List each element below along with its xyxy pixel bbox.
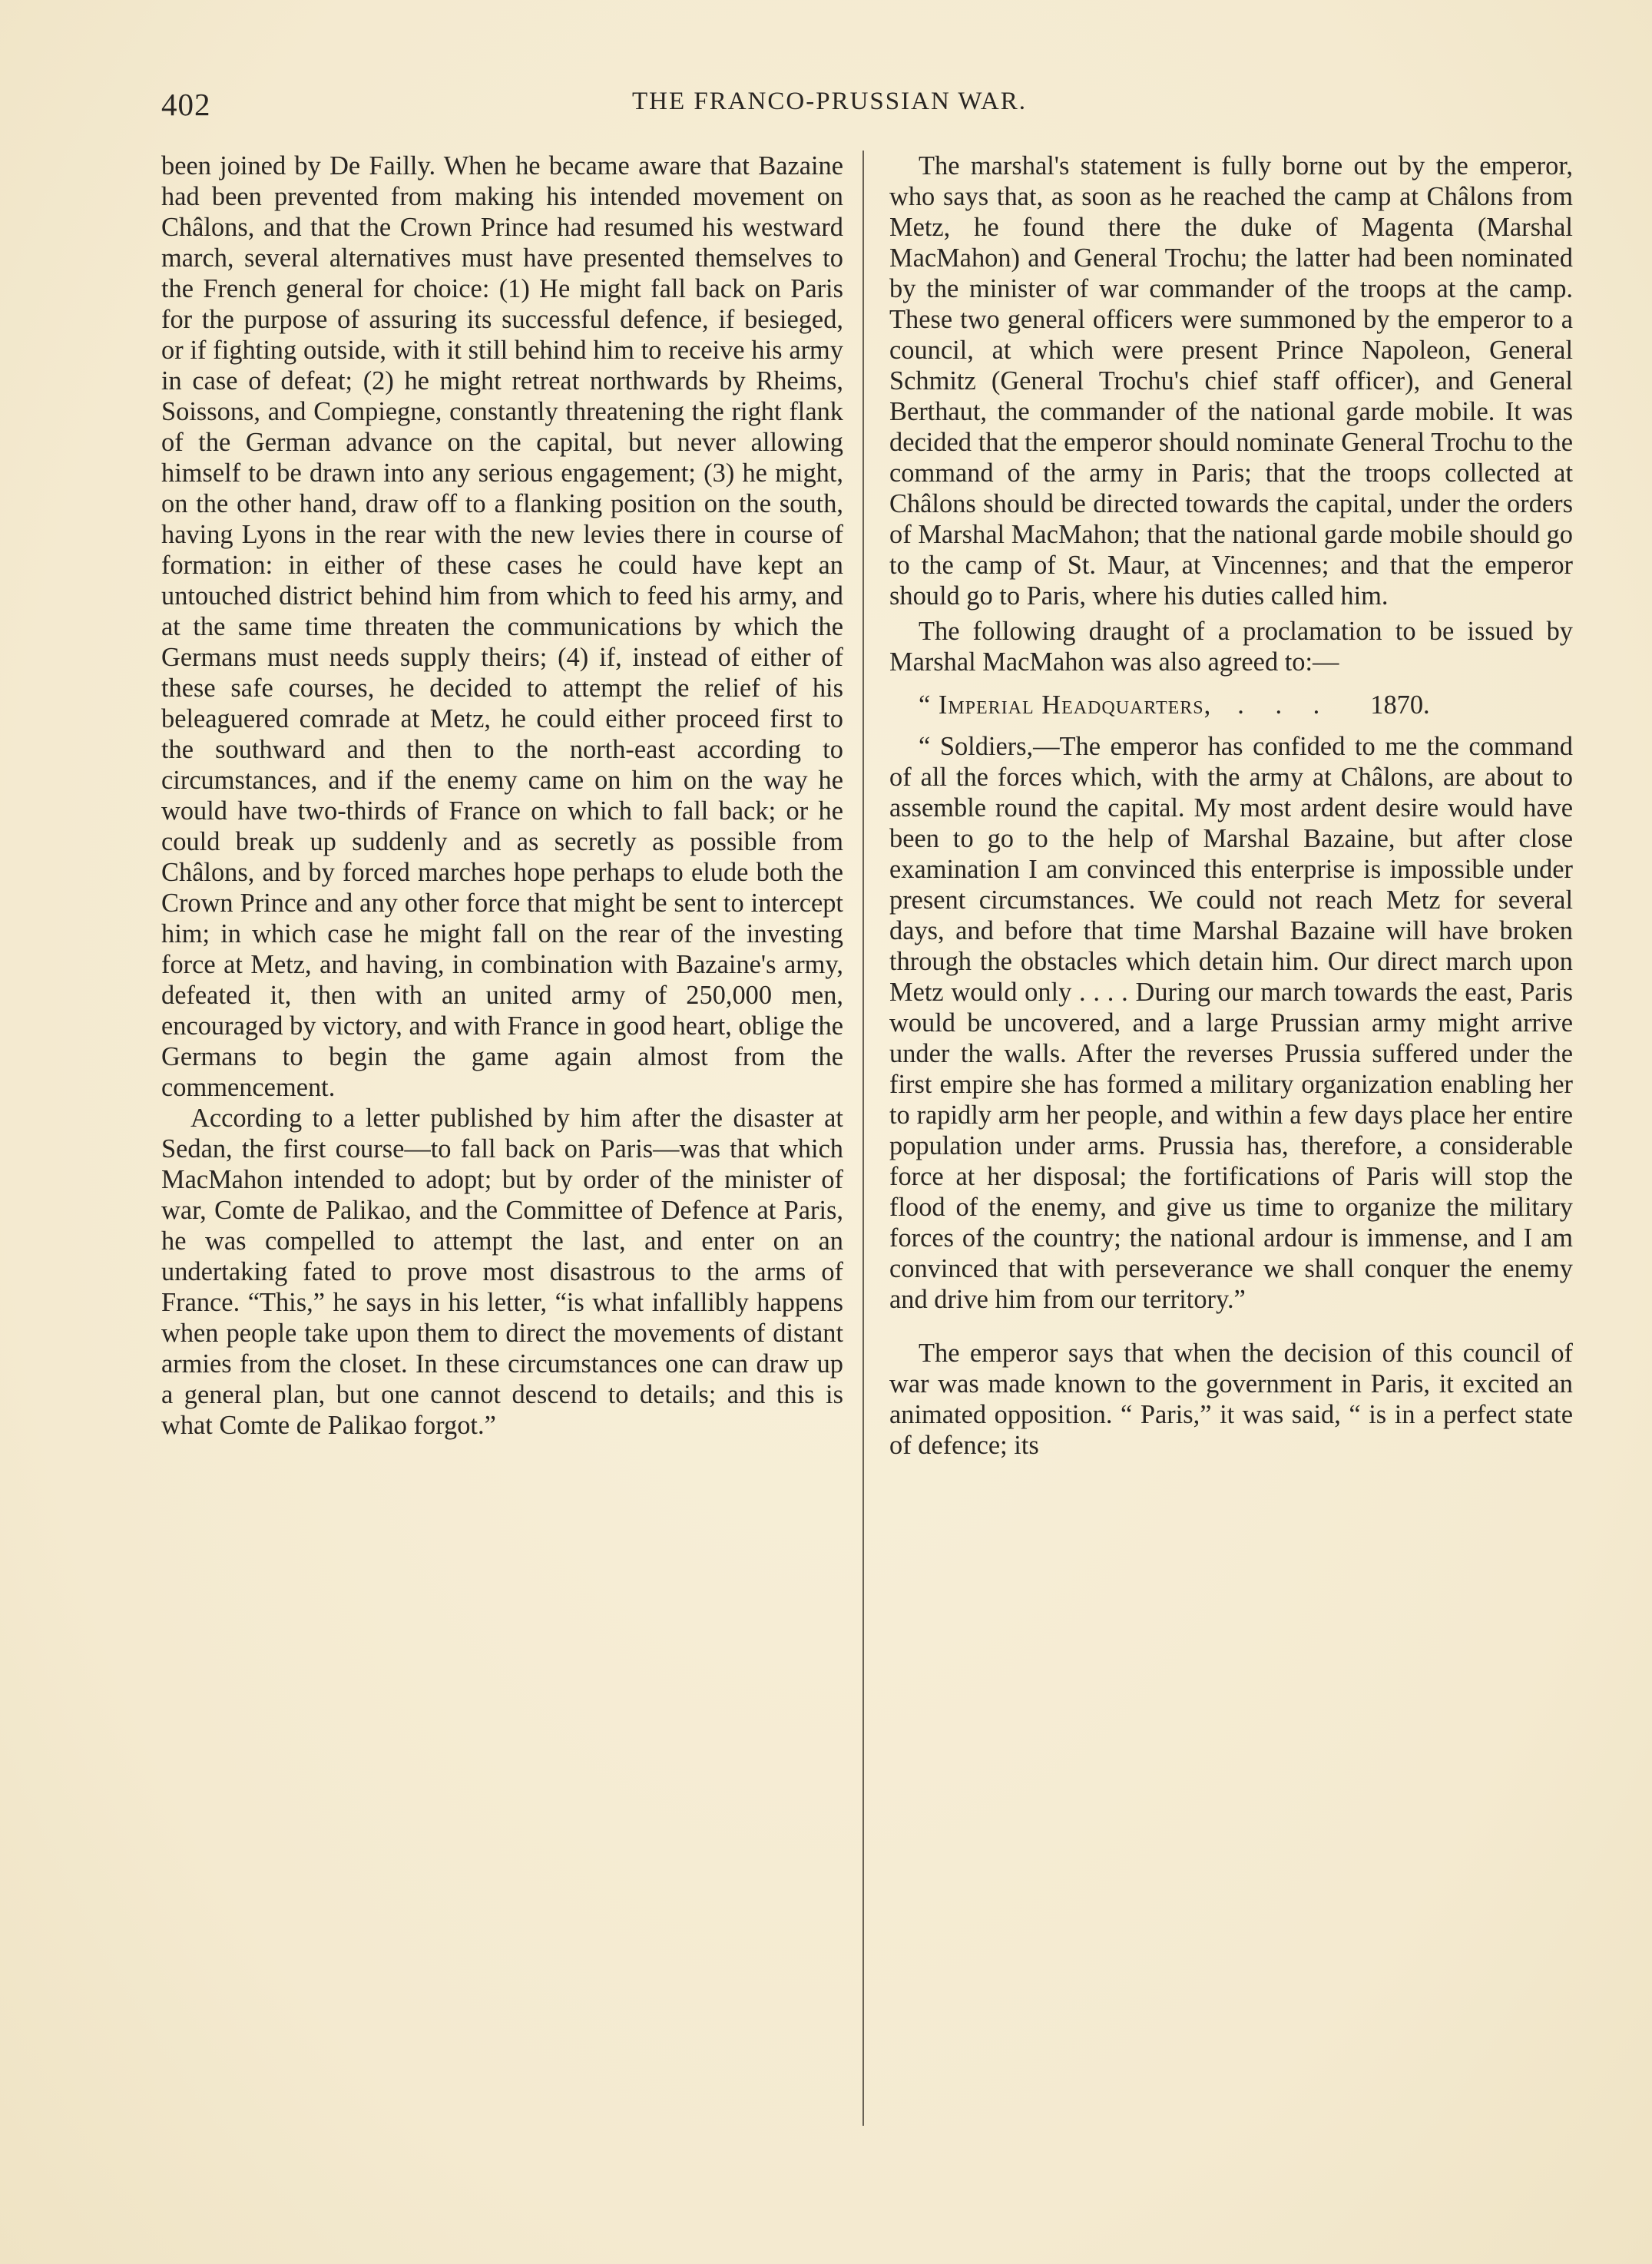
running-head: [161, 86, 1498, 132]
proclamation-heading-year: 1870.: [1370, 690, 1430, 720]
column-divider: [862, 151, 864, 2126]
right-paragraph-opposition: The emperor says that when the decision of this council of war was made known to the government in Paris, it excited an animated opposition. “ Paris,” it was said, “ is in a perfect state of defence; its: [889, 1339, 1573, 1460]
right-paragraph-proclamation-intro: The following draught of a proclamation to be issued by Marshal MacMahon was also agreed to:—: [889, 617, 1573, 677]
proclamation-heading-dots: . . .: [1237, 690, 1333, 720]
right-paragraph-emperor-statement: The marshal's statement is fully borne out by the emperor, who says that, as soon as he reached the camp at Châlons from Metz, he found there the duke of Magenta (Marshal MacMahon) and General Trochu; the latter had been nominated by the minister of war commander of the troops at the camp. These two general officers were summoned by the emperor to a council, at which were present Prince Napoleon, General Schmitz (General Trochu's chief staff officer), and General Berthaut, the commander of the national garde mobile. It was decided that the emperor should nominate General Trochu to the command of the army in Paris; that the troops collected at Châlons should be directed towards the capital, under the orders of Marshal MacMahon; that the national garde mobile should go to the camp of St. Maur, at Vincennes; and that the emperor should go to Paris, where his duties called him.: [889, 151, 1573, 611]
proclamation-heading: [889, 690, 1573, 720]
right-paragraph-proclamation-text: “ Soldiers,—The emperor has confided to me the command of all the forces which, with the army at Châlons, are about to assemble round the capital. My most ardent desire would have been to go to the help of Marshal Bazaine, but after close examination I am convinced this enterprise is impossible under present circumstances. We could not reach Metz for several days, and before that time Marshal Bazaine will have broken through the obstacles which detain him. Our direct march upon Metz would only . . . . During our march towards the east, Paris would be uncovered, and a large Prussian army might arrive under the walls. After the reverses Prussia suffered under the first empire she has formed a military organization enabling her to rapidly arm her people, and within a few days place her entire population under arms. Prussia has, therefore, a considerable force at her disposal; the fortifications of Paris will stop the flood of the enemy, and give us time to organize the military forces of the country; the national ardour is immense, and I am convinced that with perseverance we shall conquer the enemy and drive him from our territory.”: [889, 732, 1573, 1314]
page-number: 402: [161, 87, 211, 122]
right-column: [889, 151, 1573, 1461]
left-column: [161, 151, 843, 1441]
proclamation-heading-label: “ Imperial Headquarters,: [919, 690, 1212, 720]
left-paragraph-continued: been joined by De Failly. When he became aware that Bazaine had been prevented from making his intended movement on Châlons, and that the Crown Prince had resumed his westward march, several alternatives must have presented themselves to the French general for choice: (1) He might fall back on Paris for the purpose of assuring its successful defence, if besieged, or if fighting outside, with it still behind him to receive his army in case of defeat; (2) he might retreat northwards by Rheims, Soissons, and Compiegne, constantly threatening the right flank of the German advance on the capital, but never allowing himself to be drawn into any serious engagement; (3) he might, on the other hand, draw off to a flanking position on the south, having Lyons in the rear with the new levies there in course of formation: in either of these cases he could have kept an untouched district behind him from which to feed his army, and at the same time threaten the communications by which the Germans must needs supply theirs; (4) if, instead of either of these safe courses, he decided to attempt the relief of his beleaguered comrade at Metz, he could either proceed first to the southward and then to the north-east according to circumstances, and if the enemy came on him on the way he would have two-thirds of France on which to fall back; or he could break up suddenly and as secretly as possible from Châlons, and by forced marches hope perhaps to elude both the Crown Prince and any other force that might be sent to intercept him; in which case he might fall on the rear of the investing force at Metz, and having, in combination with Bazaine's army, defeated it, then with an united army of 250,000 men, encouraged by victory, and with France in good heart, oblige the Germans to begin the game again almost from the commencement.: [161, 151, 843, 1102]
left-paragraph-macmahon-letter: According to a letter published by him after the disaster at Sedan, the first course—to fall back on Paris—was that which MacMahon intended to adopt; but by order of the minister of war, Comte de Palikao, and the Committee of Defence at Paris, he was compelled to attempt the last, and enter on an undertaking fated to prove most disastrous to the arms of France. “This,” he says in his letter, “is what infallibly happens when people take upon them to direct the movements of distant armies from the closet. In these circumstances one can draw up a general plan, but one cannot descend to details; and this is what Comte de Palikao forgot.”: [161, 1104, 843, 1440]
running-title: THE FRANCO-PRUSSIAN WAR.: [631, 88, 1028, 115]
